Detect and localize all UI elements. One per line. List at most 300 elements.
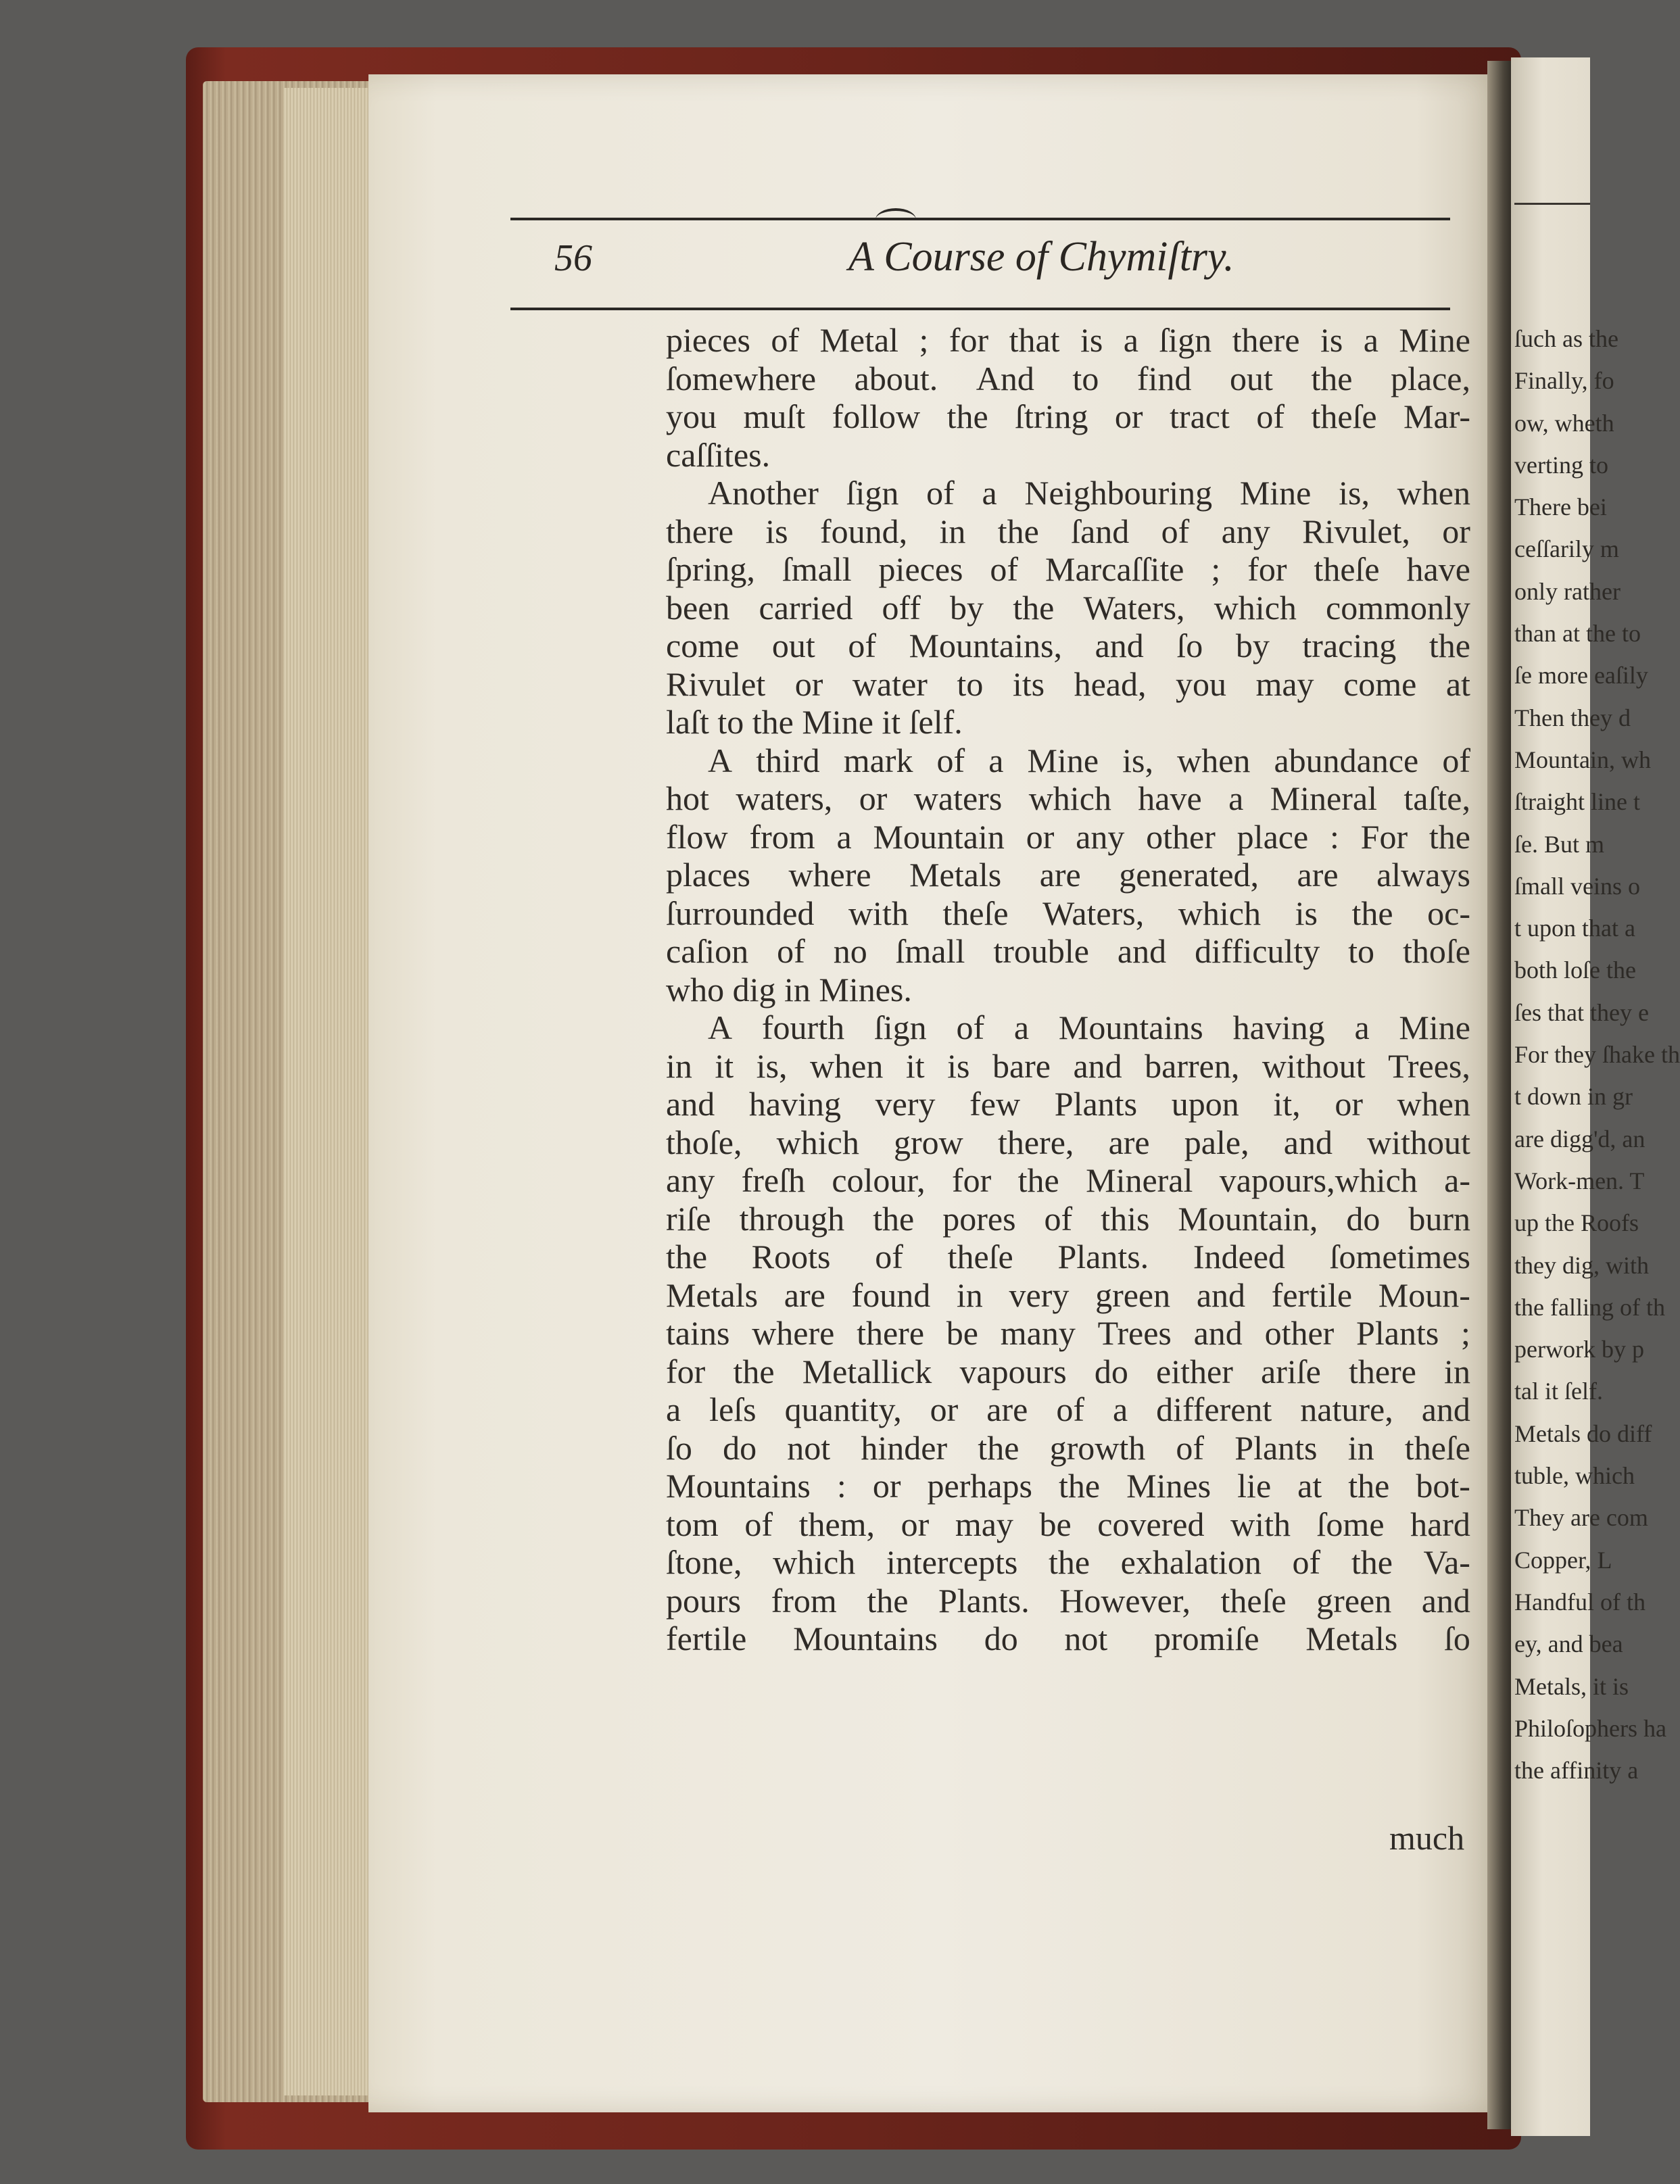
word: bare [992, 1046, 1051, 1085]
facing-page-line: tuble, which [1514, 1462, 1635, 1490]
word: are [1297, 856, 1339, 894]
word: ſign [846, 474, 899, 512]
word: Trees [1097, 1314, 1172, 1352]
word: place [1237, 817, 1309, 856]
word: ſand [1071, 512, 1130, 550]
facing-page-line: Philoſophers ha [1514, 1714, 1666, 1742]
text-line [666, 665, 1470, 704]
word: to [957, 664, 984, 703]
facing-page-line: Metals do diff [1514, 1419, 1652, 1447]
word: pale, [1184, 1123, 1249, 1161]
text-line: caſſites. [666, 435, 771, 474]
word: of [1044, 1199, 1073, 1238]
word: to [1348, 932, 1375, 970]
text-line [666, 742, 1470, 780]
word: without [1262, 1046, 1366, 1085]
word: of [1292, 1543, 1321, 1581]
word: Plants [1054, 1085, 1138, 1123]
word: Mine [1027, 741, 1099, 779]
word: However, [1059, 1581, 1191, 1620]
word: a [1228, 779, 1244, 817]
word: and [1421, 1390, 1470, 1428]
text-line [666, 1582, 1470, 1620]
word: the [1311, 359, 1353, 397]
word: A [708, 1009, 733, 1046]
word: hinder [861, 1428, 948, 1467]
word: green [1316, 1581, 1392, 1620]
word: have [1406, 550, 1470, 588]
word: thoſe [1403, 932, 1470, 970]
word: Mountains [1058, 1009, 1203, 1046]
word: are [986, 1390, 1028, 1428]
word: commonly [1326, 588, 1470, 627]
word: Metal [819, 321, 899, 359]
word: Mountains [666, 1467, 811, 1505]
word: come [666, 627, 740, 664]
facing-page-line: up the Roofs [1514, 1209, 1639, 1237]
word: many [1000, 1314, 1076, 1352]
word: Mineral [1086, 1161, 1193, 1199]
book-gutter [1487, 61, 1514, 2129]
text-line: laſt to the Mine it ſelf. [666, 703, 963, 741]
text-line: who dig in Mines. [666, 970, 912, 1009]
facing-page-line: ow, wheth [1514, 409, 1614, 437]
word: ariſe [1261, 1352, 1321, 1390]
word: generated, [1119, 856, 1259, 894]
word: fertile [666, 1620, 747, 1657]
word: Plants [1234, 1428, 1318, 1467]
text-line [666, 818, 1470, 856]
word: the [1017, 1161, 1059, 1199]
word: or [1026, 817, 1055, 856]
word: having [1232, 1009, 1325, 1046]
text-line [666, 856, 1470, 894]
word: muſt [743, 397, 806, 435]
word: found [851, 1276, 931, 1314]
word: Rivulet, [1302, 512, 1410, 550]
facing-page-line: ceſſarily m [1514, 535, 1619, 563]
word: or [901, 1505, 930, 1543]
word: trouble [993, 932, 1089, 970]
facing-page-line: ſes that they e [1514, 998, 1649, 1026]
word: A [708, 741, 733, 779]
word: ſtring [1015, 397, 1088, 435]
text-line [666, 1009, 1470, 1047]
word: are [1039, 856, 1081, 894]
word: or [794, 664, 823, 703]
word: from [771, 1581, 837, 1620]
word: the [978, 1428, 1019, 1467]
word: the [1013, 588, 1055, 627]
word: mark [843, 741, 913, 779]
word: not [1064, 1620, 1108, 1657]
word: Roots [751, 1238, 831, 1276]
word: ſurrounded [666, 894, 815, 932]
word: grow [894, 1123, 963, 1161]
word: the [1429, 817, 1470, 856]
word: of [777, 932, 805, 970]
word: it, [1273, 1085, 1301, 1123]
text-line [666, 1238, 1470, 1276]
facing-page-line: they dig, with [1514, 1251, 1649, 1279]
facing-page-line: Copper, L [1514, 1546, 1612, 1574]
word: Metals [666, 1276, 759, 1314]
facing-page-line: ſe more eaſily [1514, 662, 1648, 689]
facing-page-line: both loſe the [1514, 956, 1636, 984]
word: Va- [1423, 1543, 1470, 1581]
word: this [1101, 1199, 1150, 1238]
word: leſs [709, 1390, 757, 1428]
word: been [666, 588, 730, 627]
word: Mountains [793, 1620, 938, 1657]
word: ſo [1444, 1620, 1470, 1657]
word: Metals [909, 856, 1002, 894]
word: Plants. [1057, 1238, 1149, 1276]
word: the [666, 1238, 708, 1276]
text-line [666, 1085, 1470, 1123]
word: is, [1122, 741, 1154, 779]
word: theſe [1311, 397, 1377, 435]
word: of [936, 741, 965, 779]
word: Indeed [1193, 1238, 1285, 1276]
word: promiſe [1154, 1620, 1259, 1657]
word: you [1175, 664, 1226, 703]
word: intercepts [886, 1543, 1018, 1581]
text-line [666, 1276, 1470, 1315]
text-line [666, 1047, 1470, 1086]
word: and [1193, 1314, 1243, 1352]
word: vapours [959, 1352, 1067, 1390]
text-line [666, 932, 1470, 971]
word: flow [666, 817, 728, 856]
word: out [1229, 359, 1273, 397]
word: and [1073, 1046, 1122, 1085]
word: theſe [947, 1238, 1013, 1276]
word: of [744, 1505, 773, 1543]
word: without [1367, 1123, 1470, 1161]
word: a [666, 1390, 681, 1428]
word: through [739, 1199, 845, 1238]
word: hot [666, 779, 709, 817]
word: is, [756, 1046, 788, 1085]
word: colour, [832, 1161, 926, 1199]
word: tains [666, 1314, 730, 1352]
word: Mar- [1403, 397, 1470, 435]
word: or [872, 1467, 901, 1505]
word: not [787, 1428, 831, 1467]
word: do [1094, 1352, 1128, 1390]
word: and [1196, 1276, 1246, 1314]
facing-page-line: They are com [1514, 1504, 1648, 1532]
word: a [1123, 321, 1138, 359]
word: or [1335, 1085, 1363, 1123]
word: it [905, 1046, 925, 1085]
facing-page-line: than at the to [1514, 620, 1641, 648]
text-line [666, 474, 1470, 512]
word: pours [666, 1581, 742, 1620]
word: Metallick [802, 1352, 932, 1390]
word: the [867, 1581, 909, 1620]
word: and [666, 1085, 715, 1123]
word: ſometimes [1329, 1238, 1470, 1276]
word: And [976, 359, 1034, 397]
page-number: 56 [554, 237, 592, 279]
word: may [955, 1505, 1013, 1543]
facing-page-line: Metals, it is [1514, 1672, 1629, 1700]
word: Mines [1126, 1467, 1211, 1505]
text-line [666, 1200, 1470, 1238]
word: and [1421, 1581, 1470, 1620]
word: the [733, 1352, 775, 1390]
word: having [748, 1085, 841, 1123]
word: the [997, 512, 1039, 550]
facing-page-line: Finally, fo [1514, 367, 1614, 395]
text-line [666, 1161, 1470, 1200]
word: follow [832, 397, 921, 435]
word: the [1351, 1543, 1393, 1581]
word: taſte, [1403, 779, 1470, 817]
word: at [1445, 664, 1470, 703]
word: which [1214, 588, 1297, 627]
word: when [1397, 474, 1470, 512]
word: Plants. [938, 1581, 1030, 1620]
facing-page-line: ſe. But m [1514, 830, 1604, 858]
word: ſo [666, 1428, 692, 1467]
word: pieces [878, 550, 963, 588]
word: ; [1461, 1314, 1470, 1352]
word: or [1114, 397, 1143, 435]
word: or [1442, 512, 1470, 550]
word: when [1177, 741, 1251, 779]
word: Plants [1356, 1314, 1439, 1352]
word: by [1235, 627, 1270, 664]
facing-page-line: t upon that a [1514, 915, 1635, 942]
word: waters, [736, 779, 833, 817]
word: a [988, 741, 1004, 779]
word: third [756, 741, 820, 779]
text-line [666, 1429, 1470, 1467]
word: theſe [1220, 1581, 1287, 1620]
word: ſmall [895, 932, 965, 970]
facing-page-line: only rather [1514, 577, 1621, 605]
word: out [771, 627, 815, 664]
word: the [1351, 894, 1393, 932]
word: ſign [873, 1009, 927, 1046]
word: for [949, 321, 989, 359]
word: come [1343, 664, 1417, 703]
word: a [1013, 1009, 1030, 1046]
text-line [666, 1314, 1470, 1353]
word: and [1095, 627, 1144, 664]
word: any [1221, 512, 1270, 550]
word: there [1232, 321, 1300, 359]
word: where [752, 1314, 835, 1352]
word: do [984, 1620, 1018, 1657]
word: of [1256, 397, 1285, 435]
word: a [1363, 321, 1378, 359]
word: fertile [1271, 1276, 1353, 1314]
word: a [1112, 1390, 1128, 1428]
word: very [875, 1085, 936, 1123]
word: which [776, 1123, 859, 1161]
word: tom [666, 1505, 719, 1543]
word: caſion [666, 932, 749, 970]
word: which [773, 1543, 856, 1581]
word: lie [1237, 1467, 1272, 1505]
text-line [666, 360, 1470, 398]
word: head, [1074, 664, 1147, 703]
facing-page-line: ſuch as the [1514, 325, 1618, 352]
word: quantity, [784, 1390, 902, 1428]
word: riſe [666, 1199, 711, 1238]
word: Metals [1305, 1620, 1398, 1657]
word: waters [913, 779, 1003, 817]
word: oc- [1427, 894, 1470, 932]
word: ; [919, 321, 929, 359]
word: Moun- [1378, 1276, 1470, 1314]
word: in [1444, 1352, 1470, 1390]
word: bot- [1416, 1467, 1470, 1505]
word: is [765, 512, 788, 550]
word: you [666, 397, 717, 435]
word: ſome [1316, 1505, 1385, 1543]
facing-page-line: ey, and bea [1514, 1630, 1623, 1658]
facing-page-rule [1514, 203, 1590, 205]
word: always [1376, 856, 1470, 894]
facing-page-line: Handful of th [1514, 1588, 1646, 1616]
word: there [857, 1314, 925, 1352]
word: freſh [741, 1161, 805, 1199]
word: which [1028, 779, 1111, 817]
word: any [1076, 817, 1125, 856]
word: the [1048, 1543, 1090, 1581]
text-line [666, 779, 1470, 818]
word: very [1009, 1276, 1070, 1314]
word: either [1156, 1352, 1233, 1390]
word: be [1039, 1505, 1072, 1543]
word: places [666, 856, 750, 894]
word: the [873, 1199, 915, 1238]
facing-page-line: tal it ſelf. [1514, 1378, 1603, 1405]
word: pieces [666, 321, 750, 359]
text-line [666, 1620, 1470, 1658]
word: Marcaſſite [1045, 550, 1184, 588]
word: is [1295, 894, 1318, 932]
word: Another [708, 474, 819, 512]
text-line [666, 1353, 1470, 1391]
word: when [1397, 1085, 1470, 1123]
word: in [1347, 1428, 1374, 1467]
word: carried [759, 588, 853, 627]
word: Mountain, [1178, 1199, 1318, 1238]
word: have [1138, 779, 1202, 817]
word: burn [1408, 1199, 1470, 1238]
word: is [1080, 321, 1103, 359]
word: find [1136, 359, 1192, 397]
word: exhalation [1120, 1543, 1262, 1581]
word: in [956, 1276, 983, 1314]
word: there [1348, 1352, 1416, 1390]
word: of [1161, 512, 1190, 550]
word: by [950, 588, 984, 627]
word: the [1348, 1467, 1390, 1505]
word: Mine [1399, 321, 1470, 359]
word: from [749, 817, 815, 856]
word: are [1108, 1123, 1150, 1161]
word: or [930, 1390, 959, 1428]
word: pores [942, 1199, 1016, 1238]
word: is [1320, 321, 1343, 359]
page-edge-stack-light [284, 88, 379, 2095]
facing-page-line: Mountain, wh [1514, 746, 1651, 773]
word: Neighbouring [1024, 474, 1213, 512]
word: vapours,which [1219, 1161, 1418, 1199]
facing-page-text [1514, 318, 1680, 1791]
word: growth [1049, 1428, 1146, 1467]
word: theſe [1404, 1428, 1470, 1467]
word: when [810, 1046, 884, 1085]
word: of [1056, 1390, 1084, 1428]
word: or [859, 779, 888, 817]
word: place, [1391, 359, 1470, 397]
text-line [666, 627, 1470, 665]
word: to [1072, 359, 1099, 397]
text-line [666, 1543, 1470, 1582]
word: ſtone, [666, 1543, 742, 1581]
word: hard [1410, 1505, 1470, 1543]
word: of [875, 1238, 903, 1276]
word: it [715, 1046, 734, 1085]
word: ſmall [782, 550, 852, 588]
text-line [666, 1505, 1470, 1544]
facing-page-line: are digg'd, an [1514, 1125, 1646, 1152]
word: in [939, 512, 966, 550]
text-line [666, 589, 1470, 627]
text-line [666, 321, 1470, 360]
word: ſign [1159, 321, 1212, 359]
word: ſo [1176, 627, 1203, 664]
word: Waters, [1083, 588, 1185, 627]
text-line [666, 1467, 1470, 1505]
word: are [784, 1276, 825, 1314]
word: of [956, 1009, 985, 1046]
word: be [946, 1314, 978, 1352]
text-line [666, 397, 1470, 436]
word: theſe [942, 894, 1009, 932]
text-line [666, 512, 1470, 551]
text-line [666, 894, 1470, 933]
headline-rule-bottom [510, 308, 1450, 310]
word: with [1230, 1505, 1291, 1543]
word: water [852, 664, 928, 703]
word: a [982, 474, 997, 512]
word: theſe [1314, 550, 1380, 588]
text-line [666, 1123, 1470, 1162]
text-line [666, 1390, 1470, 1429]
word: nature, [1300, 1390, 1393, 1428]
word: for [1247, 550, 1287, 588]
word: for [951, 1161, 992, 1199]
word: no [833, 932, 867, 970]
word: the [1059, 1467, 1101, 1505]
facing-page-line: For they ſhake th [1514, 1041, 1680, 1069]
word: the [946, 397, 988, 435]
word: with [848, 894, 909, 932]
catchword: much [1389, 1819, 1465, 1857]
facing-page-line: the falling of th [1514, 1293, 1665, 1321]
word: which [1178, 894, 1261, 932]
word: difficulty [1195, 932, 1320, 970]
